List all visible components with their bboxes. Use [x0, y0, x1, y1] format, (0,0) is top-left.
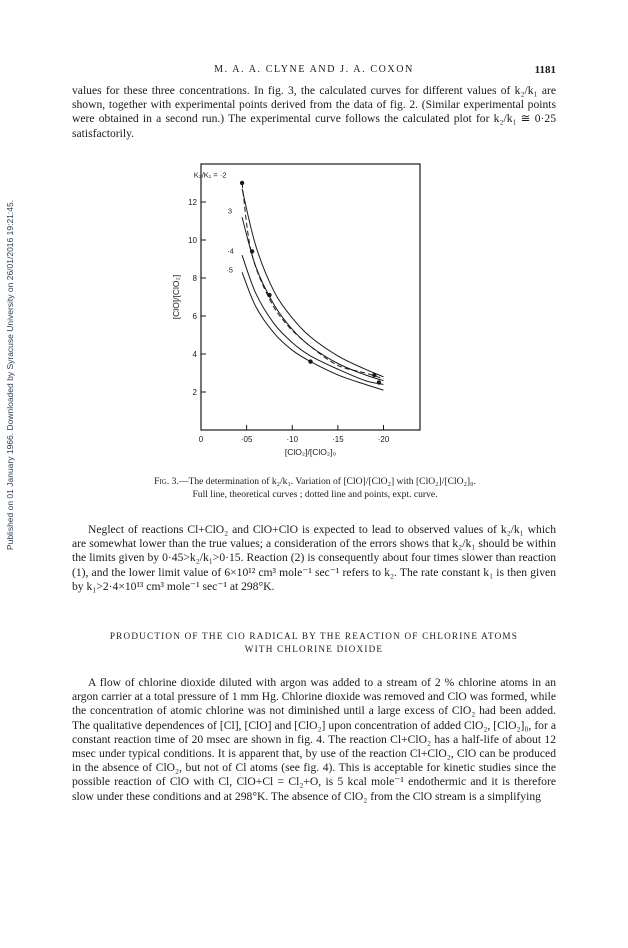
figure-3-caption-line2: Full line, theoretical curves ; dotted line and points, expt. curve. — [192, 488, 438, 500]
paragraph-clo-production: A flow of chlorine dioxide diluted with argon was added to a stream of 2 % chlorine atoms in an argon carrier at a total pressure of 1 mm Hg. Chlorine dioxide was removed and ClO was formed, while the concentration of atomic chlorine was not diminished until a large excess of ClO₂ had been added. The qualitative dependences of [Cl], [ClO] and [ClO₂] upon concentration of added ClO₂, [ClO₂]₀, for a constant reaction time of 20 msec are shown in fig. 4. The reaction Cl+ClO₂ has a half-life of about 12 msec under typical conditions. It is apparent that, by use of the reaction Cl+ClO₂, ClO can be produced in the absence of ClO₂, but not of Cl atoms (see fig. 4). This is acceptable for kinetic studies since the possible reaction of ClO with Cl, ClO+Cl = Cl₂+O, is 5 kcal mole⁻¹ endothermic and it is therefore slow under these conditions and at 298°K. The absence of ClO₂ from the ClO stream is a simplifying — [72, 676, 556, 803]
x-axis-label: [ClO₂]/[ClO₂]₀ — [284, 447, 337, 457]
y-axis-label: [ClO]/[ClO₂] — [171, 274, 181, 320]
figure-3-caption-text: —The determination of k₂/k₁. Variation of [ClO]/[ClO₂] with [ClO₂]/[ClO₂]₀. — [178, 476, 476, 487]
x-tick-label: ·10 — [286, 435, 299, 444]
data-point — [372, 373, 376, 377]
data-point — [377, 380, 381, 384]
y-tick-label: 6 — [192, 312, 197, 321]
curve-label: ·4 — [227, 246, 234, 256]
publication-sidebar — [0, 160, 20, 590]
data-point — [308, 359, 312, 363]
x-tick-label: ·20 — [377, 435, 390, 444]
curve-label: K₂/K₁ = ·2 — [193, 170, 227, 180]
x-tick-label: 0 — [198, 435, 204, 444]
data-point — [240, 181, 244, 185]
plot-frame — [201, 164, 420, 430]
y-tick-label: 2 — [192, 388, 197, 397]
page-number: 1181 — [534, 64, 556, 76]
series-theory-curve-2 — [242, 217, 383, 380]
data-point — [267, 293, 271, 297]
y-tick-label: 8 — [192, 274, 197, 283]
y-tick-label: 4 — [192, 350, 197, 359]
section-heading-line2: WITH CHLORINE DIOXIDE — [244, 644, 384, 654]
series-expt-curve — [242, 183, 383, 379]
paragraph-neglect-reactions: Neglect of reactions Cl+ClO₂ and ClO+ClO is expected to lead to observed values of k₂/k₁ which are somewhat lower than the true values; a consideration of the errors shows that k₂/k₁ should be within the limits given by 0·45>k₂/k₁>0·15. Reaction (2) is consequently about four times slower than reaction (1), and the lower limit value of 6×10¹² cm³ mole⁻¹ sec⁻¹ refers to k₂. The rate constant k₁ is then given by k₁>2·4×10¹³ cm³ mole⁻¹ sec⁻¹ at 298°K. — [72, 523, 556, 593]
x-tick-label: ·15 — [332, 435, 344, 444]
y-tick-label: 10 — [188, 236, 197, 245]
running-header — [72, 64, 556, 78]
figure-3-caption-label: Fig. 3. — [154, 476, 179, 487]
section-heading-line1: PRODUCTION OF THE ClO RADICAL BY THE REACTION OF CHLORINE ATOMS — [109, 631, 519, 641]
section-heading — [72, 630, 556, 656]
paragraph-intro: values for these three concentrations. In fig. 3, the calculated curves for different values of k₂/k₁ are shown, together with experimental points derived from the data of fig. 2. (Similar experimental points were obtained in a second run.) The experimental curve follows the calculated plot for k₂/k₁ ≅ 0·25 satisfactorily. — [72, 84, 556, 140]
curve-label: ·5 — [226, 265, 233, 275]
series-theory-curve-1 — [242, 189, 383, 377]
series-theory-curve-3 — [242, 255, 383, 384]
x-tick-label: ·05 — [240, 435, 253, 444]
publication-notice: Published on 01 January 1966. Downloaded by Syracuse University on 26/01/2016 19:21:45. — [5, 199, 15, 551]
figure-3-caption — [100, 476, 530, 501]
data-point — [250, 249, 254, 253]
figure-3-caption-line1 — [100, 476, 530, 489]
y-tick-label: 12 — [188, 198, 197, 207]
series-theory-curve-4 — [242, 272, 383, 390]
running-header-authors: M. A. A. CLYNE AND J. A. COXON — [214, 64, 414, 75]
curve-label: 3 — [227, 206, 233, 216]
